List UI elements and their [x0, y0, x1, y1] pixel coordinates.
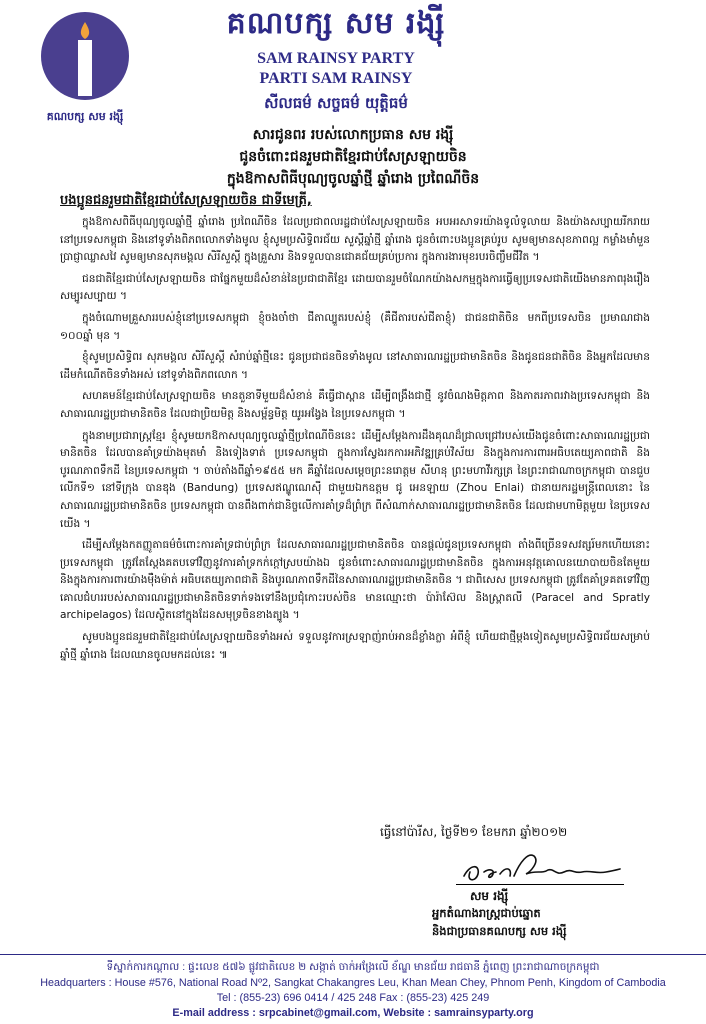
paragraph-8: សូមបងប្អូនជនរួមជាតិខ្មែរជាប់សែស្រឡាយចិនទាំងអស់ ទទួលនូវការស្រឡាញ់រាប់អានដ៏ខ្លាំងក្លា អំពីខ្ញុំ ហើយជាថ្មីម្តងទៀតសូមប្រសិទ្ធិពរជ័យសម្រាប់ឆ្នាំថ្មី ឆ្នាំរោង ដែលឈានចូលមកដល់នេះ ៕ — [60, 631, 650, 661]
footer-address-khmer: ទីស្នាក់ការកណ្តាល : ផ្ទះលេខ ៥៧៦ ផ្លូវជាតិលេខ ២ សង្កាត់ ចាក់អង្រែលើ ខ័ណ្ឌ មានជ័យ រាជធានី ភ្នំពេញ ព្រះរាជាណាចក្រកម្ពុជា — [106, 961, 600, 973]
salutation: បងប្អូនជនរួមជាតិខ្មែរជាប់សែស្រឡាយចិន ជាទីមេត្រី, — [60, 193, 312, 208]
footer-divider — [0, 954, 706, 955]
party-logo — [38, 8, 132, 128]
paragraph-7: ដើម្បីសម្តែងកតញ្ញូតាធម៌ចំពោះការគាំទ្រជាប់ព្រំក្រ ដែលសាធារណរដ្ឋប្រជាមានិតចិន បានផ្តល់ជូនប្រទេសកម្ពុជា តាំងពីច្រើនទសវត្សរ៍មកហើយនោះ ប្រទេសកម្ពុជា ត្រូវតែស្តែងគតបទៅវិញនូវការគាំទ្រកក់ក្តៅស្របយ៉ាងឯ ជូនចំពោះសាធារណរដ្ឋប្រជាមានិតចិន ក្នុងការអនុវត្តគោលនយោបាយចិនតែមួយ និងក្នុងការការពារយ៉ាងម៉ឺងម៉ាត់ អធិបតេយ្យភាពជាតិ និងបូរណភាពទឹកដីនៃសាធារណរដ្ឋប្រជាមានិតចិន ។ ជាពិសេស ប្រទេសកម្ពុជា ត្រូវតែគាំទ្រគតទៅវិញ គោលជំហររបស់សាធារណរដ្ឋប្រជាមានិតចិនទាក់ទងទៅនឹងប្រជុំកោះរបស់ចិន មានឈ្មោះថា ប៉ារ៉ាស៊ែល និងស្ព្រាតលី (Paracel and Spratly archipelagos) ដែលស្ថិតនៅក្នុងដែនសមុទ្រចិនខាងត្បូង ។ — [60, 539, 650, 622]
signatory-role-1: អ្នកតំណាងរាស្ត្រជាប់ឆ្នោត — [432, 906, 541, 920]
paragraph-6: ក្នុងនាមប្រជារាស្ត្រខ្មែរ ខ្ញុំសូមយកឱកាសបុណ្យចូលឆ្នាំថ្មីប្រពៃណីចិននេះ ដើម្បីសម្តែងការដឹងគុណដ៏ជ្រាលជ្រៅរបស់យើងជូនចំពោះសាធារណរដ្ឋប្រជាមានិតចិន ដែលបានគាំទ្រយ៉ាងមុតមាំ និងទៀងទាត់ ប្រទេសកម្ពុជា ក្នុងការស្វែងរកការអភិវឌ្ឍគ្រប់វិស័យ និងក្នុងការការពារអធិបតេយ្យភាពជាតិ និងបូរណភាពទឹកដី នៃប្រទេសកម្ពុជា ។ ចាប់តាំងពីឆ្នាំ១៩៥៥ មក គឺឆ្នាំដែលសម្តេចព្រះនរោត្តម សីហនុ ព្រះមហាវីរក្សត្រ នៃព្រះរាជាណាចក្រកម្ពុជា បានជួបលើកទី១ នៅទីក្រុង បានឌុង (Bandung) ប្រទេសឥណ្ឌូណេស៊ី ជាមួយឯកឧត្តម ជូ អេនឡាយ (Zhou Enlai) ជានាយករដ្ឋមន្ត្រីពេលនោះ នៃសាធារណរដ្ឋប្រជាមានិតចិន ប្រទេសកម្ពុជា បានពឹងពាក់ជានិច្ចលើការគាំទ្រដ៏ព្រំក្រ ពីសំណាក់សាធារណរដ្ឋប្រជាមានិតចិន ដែលជាមហាមិត្តមួយ នៃប្រទេសយើង ។ — [60, 429, 650, 530]
letter-title — [90, 124, 616, 190]
logo-caption: គណបក្ស សម រង្ស៊ី — [46, 110, 124, 123]
footer-email: E-mail address : srpcabinet@gmail.com, Website : samrainsyparty.org — [172, 1007, 534, 1019]
signatory-role-2: និងជាប្រធានគណបក្ស សម រង្ស៊ី — [432, 924, 567, 938]
footer-phone: Tel : (855-23) 696 0414 / 425 248 Fax : (855-23) 425 249 — [216, 992, 490, 1004]
party-name-english: SAM RAINSY PARTY — [257, 50, 415, 67]
paragraph-3: ក្នុងចំណោមគ្រួសាររបស់ខ្ញុំនៅប្រទេសកម្ពុជា ខ្ញុំចងចាំថា ជីតាល្បួតរបស់ខ្ញុំ (គឺជីតារបស់ជីតាខ្ញុំ) ជាជនជាតិចិន មកពីប្រទេសចិន ប្រមាណជាង ១០០ឆ្នាំ មុន ។ — [60, 311, 650, 342]
paragraph-2: ជនជាតិខ្មែរជាប់សែស្រឡាយចិន ជាផ្នែកមួយដ៏សំខាន់នៃប្រជាជាតិខ្មែរ ដោយបានរួមចំណែកយ៉ាងសកម្មក្នុងការធ្វើឲ្យប្រទេសជាតិយើងមានភាពរុងរឿង សម្បូរសប្បាយ ។ — [60, 272, 650, 303]
paragraph-4: ខ្ញុំសូមប្រសិទ្ធិពរ សុភមង្គល សិរីសួស្តី សំរាប់ឆ្នាំថ្មីនេះ ជូនប្រជាជនចិនទាំងមូល នៅសាធារណរដ្ឋប្រជាមានិតចិន និងជូនជនជាតិចិន និងអ្នកដែលមានដើមកំណើតចិនទាំងអស់ នៅទូទាំងពិភពលោក ។ — [60, 351, 650, 381]
paragraph-5: សហគមន៍ខ្មែរជាប់សែស្រឡាយចិន មានតួនាទីមួយដ៏សំខាន់ គឺធ្វើជាស្ពាន ដើម្បីពង្រឹងជាថ្មី នូវចំណងមិត្តភាព និងភាតរភាពរវាងប្រទេសកម្ពុជា និងសាធារណរដ្ឋប្រជាមានិតចិន ដែលជាប្រិយមិត្ត និងសម្ព័ន្ធមិត្ត យូរអង្វែង នៃប្រទេសកម្ពុជា ។ — [60, 390, 650, 420]
signature-line — [456, 884, 624, 885]
footer-address-english: Headquarters : House #576, National Road Nº2, Sangkat Chakangres Leu, Khan Mean Chey, Phnom Penh, Kingdom of Cambodia — [40, 977, 666, 989]
paragraph-1: ក្នុងឱកាសពិធីបុណ្យចូលឆ្នាំថ្មី ឆ្នាំរោង ប្រពៃណីចិន ដែលប្រជាពលរដ្ឋជាប់សែស្រឡាយចិន អបអរសាទរយ៉ាងទូលំទូលាយ និងយ៉ាងសប្បាយរីករាយ នៅប្រទេសកម្ពុជា និងនៅទូទាំងពិភពលោកទាំងមូល ខ្ញុំសូមប្រសិទ្ធិពរជ័យ សួស្តីឆ្នាំថ្មី ឆ្នាំរោង ជូនចំពោះបងប្អូនគ្រប់រូប សូមឲ្យមានសុខភាពល្អ កម្លាំងមាំមួន ប្រាជ្ញាឈ្លាសវៃ សូមឲ្យមានសុភមង្គល សិរីសួស្តី ក្នុងគ្រួសារ និងទទួលបានជោគជ័យគ្រប់ប្រការ ក្នុងការងារមុខរបរចិញ្ចឹមជីវិត ។ — [60, 216, 650, 264]
party-motto: សីលធម៌ សច្ចធម៌ យុត្តិធម៌ — [264, 94, 408, 112]
title-line-3: ក្នុងឱកាសពិធីបុណ្យចូលឆ្នាំថ្មី ឆ្នាំរោង ប្រពៃណីចិន — [226, 171, 480, 187]
party-name-khmer: គណបក្ស សម រង្ស៊ី — [226, 6, 446, 41]
letter-body — [60, 214, 650, 668]
footer — [0, 958, 706, 1021]
title-line-1: សារជូនពរ របស់លោកប្រធាន សម រង្ស៊ី — [252, 127, 454, 143]
letterhead — [0, 0, 706, 132]
candle-icon — [78, 40, 92, 96]
letter-date: ធ្វើនៅប៉ារីស, ថ្ងៃទី២១ ខែមករា ឆ្នាំ២០១២ — [380, 825, 568, 839]
signatory-name: សម រង្ស៊ី — [470, 889, 509, 903]
party-name-french: PARTI SAM RAINSY — [259, 70, 413, 87]
title-line-2: ជូនចំពោះជនរួមជាតិខ្មែរជាប់សែស្រឡាយចិន — [239, 149, 467, 165]
handwritten-signature — [456, 842, 626, 890]
